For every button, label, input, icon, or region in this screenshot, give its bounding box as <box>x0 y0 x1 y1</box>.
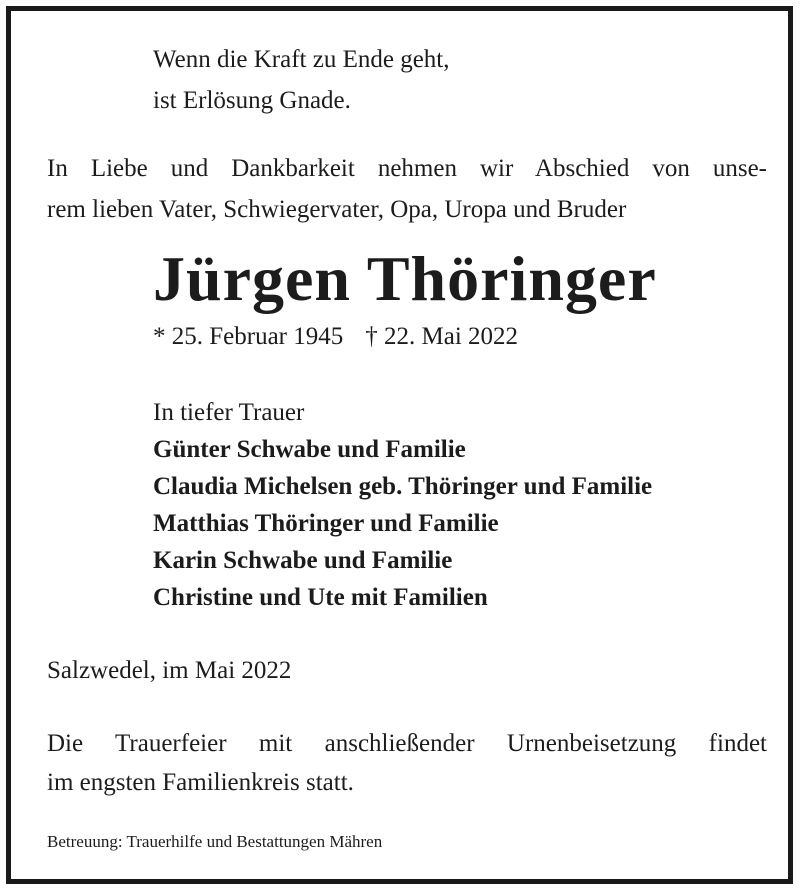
place-and-date: Salzwedel, im Mai 2022 <box>47 657 292 684</box>
mourner-family: Matthias Thöringer und Familie <box>153 510 499 537</box>
service-line-2: im engsten Familienkreis statt. <box>47 769 354 796</box>
motto-line-2: ist Erlösung Gnade. <box>153 87 351 114</box>
service-line-1: Die Trauerfeier mit anschließender Urnenbeisetzung findet <box>47 730 767 757</box>
birth-date: * 25. Februar 1945 <box>153 323 344 350</box>
mourner-family: Günter Schwabe und Familie <box>153 436 466 463</box>
mourning-heading: In tiefer Trauer <box>153 399 305 426</box>
mourner-family: Karin Schwabe und Familie <box>153 547 453 574</box>
intro-line-2: rem lieben Vater, Schwiegervater, Opa, Uropa und Bruder <box>47 196 627 223</box>
obituary-frame <box>6 6 793 884</box>
life-dates <box>153 321 518 353</box>
undertaker-credit: Betreuung: Trauerhilfe und Bestattungen Mähren <box>47 832 383 851</box>
motto-line-1: Wenn die Kraft zu Ende geht, <box>153 46 450 73</box>
mourner-family: Christine und Ute mit Familien <box>153 584 488 611</box>
mourner-family: Claudia Michelsen geb. Thöringer und Familie <box>153 473 653 500</box>
death-date: † 22. Mai 2022 <box>365 323 519 350</box>
intro-line-1: In Liebe und Dankbarkeit nehmen wir Abschied von unse- <box>47 155 767 182</box>
deceased-name: Jürgen Thöringer <box>153 243 657 314</box>
